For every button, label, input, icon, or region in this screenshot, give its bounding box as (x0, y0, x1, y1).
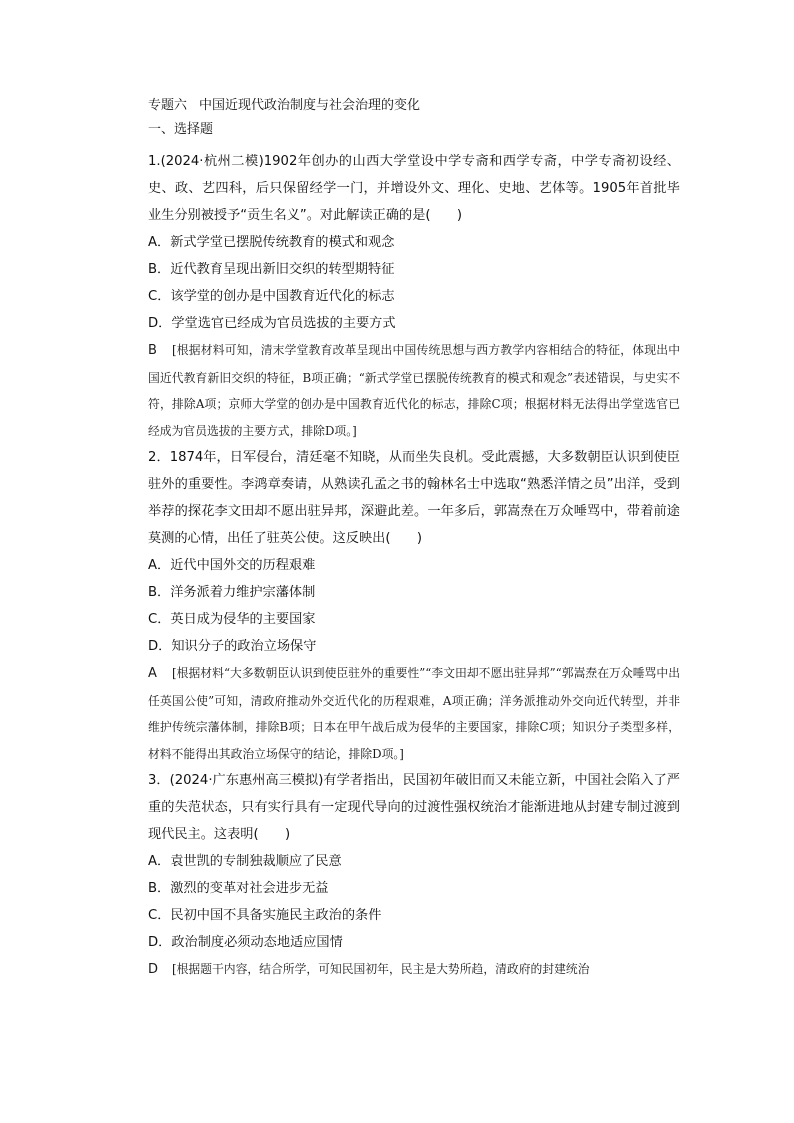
answer-text: [根据材料“大多数朝臣认识到使臣驻外的重要性”“李文田却不愿出驻异邦”“郭嵩焘在万众唾骂中出任英国公使”可知，清政府推动外交近代化的历程艰难，A项正确；洋务派推动外交向近代转型，并非维护传统宗藩体制，排除B项；日本在甲午战后成为侵华的主要国家，排除C项；知识分子类型多样，材料不能得出其政治立场保守的结论，排除D项。] (148, 666, 680, 761)
document-page (148, 94, 680, 984)
answer-letter: A (148, 666, 157, 681)
answer-explanation (148, 956, 680, 984)
option-list (148, 229, 680, 337)
option-c: C．民初中国不具备实施民主政治的条件 (148, 908, 382, 923)
option-list (148, 552, 680, 660)
option-d: D．学堂选官已经成为官员选拔的主要方式 (148, 316, 396, 331)
option-list (148, 848, 680, 956)
option-a: A．近代中国外交的历程艰难 (148, 558, 316, 573)
answer-explanation (148, 337, 680, 444)
option-a: A．袁世凯的专制独裁顺应了民意 (148, 854, 342, 869)
answer-text: [根据题干内容，结合所学，可知民国初年，民主是大势所趋，清政府的封建统治 (172, 962, 590, 976)
question-2 (148, 444, 680, 767)
topic-title: 中国近现代政治制度与社会治理的变化 (199, 98, 421, 113)
answer-letter: B (148, 343, 157, 358)
option-a: A．新式学堂已摆脱传统教育的模式和观念 (148, 235, 395, 250)
answer-explanation (148, 660, 680, 767)
question-stem: 1.(2024·杭州二模)1902年创办的山西大学堂设中学专斋和西学专斋，中学专斋初设经、史、政、艺四科，后只保留经学一门，并增设外文、理化、史地、艺体等。1905年首批毕业生分别被授予“贡生名义”。对此解读正确的是( ) (148, 154, 680, 223)
option-d: D．政治制度必须动态地适应国情 (148, 935, 343, 950)
option-d: D．知识分子的政治立场保守 (148, 639, 317, 654)
question-1 (148, 148, 680, 444)
option-c: C．该学堂的创办是中国教育近代化的标志 (148, 289, 395, 304)
option-c: C．英日成为侵华的主要国家 (148, 612, 316, 627)
question-stem: 2．1874年，日军侵台，清廷毫不知晓，从而坐失良机。受此震撼，大多数朝臣认识到使臣驻外的重要性。李鸿章奏请，从熟读孔孟之书的翰林名士中选取“熟悉洋情之员”出洋，受到举荐的探花李文田却不愿出驻异邦，深避此差。一年多后，郭嵩焘在万众唾骂中，带着前途莫测的心情，出任了驻英公使。这反映出( ) (148, 450, 680, 546)
section-heading: 一、选择题 (148, 122, 214, 137)
question-stem: 3．(2024·广东惠州高三模拟)有学者指出，民国初年破旧而又未能立新，中国社会陷入了严重的失范状态，只有实行具有一定现代导向的过渡性强权统治才能渐进地从封建专制过渡到现代民主。这表明( ) (148, 773, 680, 842)
topic-label: 专题六 (148, 98, 188, 113)
answer-text: [根据材料可知，清末学堂教育改革呈现出中国传统思想与西方教学内容相结合的特征，体现出中国近代教育新旧交织的特征，B项正确；“新式学堂已摆脱传统教育的模式和观念”表述错误，与史实不符，排除A项；京师大学堂的创办是中国教育近代化的标志，排除C项；根据材料无法得出学堂选官已经成为官员选拔的主要方式，排除D项。] (148, 343, 680, 438)
option-b: B．近代教育呈现出新旧交织的转型期特征 (148, 262, 395, 277)
option-b: B．洋务派着力维护宗藩体制 (148, 585, 316, 600)
topic-heading (148, 94, 680, 118)
option-b: B．激烈的变革对社会进步无益 (148, 881, 329, 896)
answer-letter: D (148, 962, 159, 977)
question-3 (148, 767, 680, 984)
